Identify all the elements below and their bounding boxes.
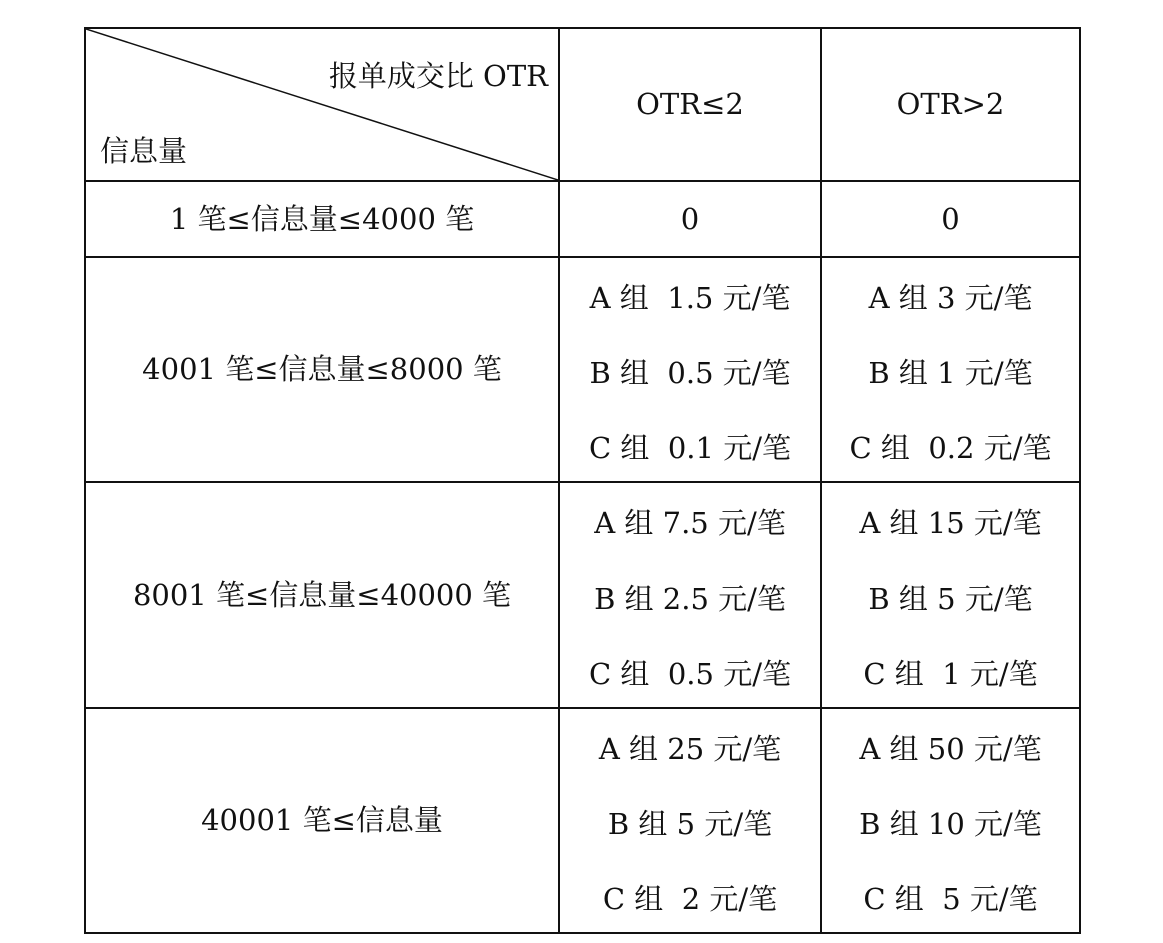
fee-cell-otr-le2 [559, 482, 821, 708]
fee-item-group-c: C 组 0.2 元/笔 [849, 431, 1052, 465]
table-row [85, 181, 1080, 257]
fee-cell-otr-le2: 0 [559, 181, 821, 257]
fee-item-group-c: C 组 2 元/笔 [602, 882, 778, 916]
header-otr-le2: OTR≤2 [559, 28, 821, 181]
header-otr-label: 报单成交比 OTR [328, 59, 548, 93]
volume-range-cell: 8001 笔≤信息量≤40000 笔 [85, 482, 559, 708]
fee-item-group-a: A 组 7.5 元/笔 [594, 506, 786, 540]
fee-item-group-a: A 组 1.5 元/笔 [589, 281, 791, 315]
fee-cell-otr-gt2 [821, 257, 1080, 482]
diagonal-header-cell [85, 28, 559, 181]
table-row [85, 482, 1080, 708]
fee-cell-otr-gt2 [821, 482, 1080, 708]
fee-item-group-c: C 组 5 元/笔 [863, 882, 1038, 916]
fee-item-group-b: B 组 1 元/笔 [868, 356, 1033, 390]
fee-item-group-a: A 组 15 元/笔 [859, 506, 1042, 540]
fee-item-group-c: C 组 0.5 元/笔 [589, 657, 791, 691]
fee-cell-otr-gt2 [821, 708, 1080, 933]
fee-item-group-a: A 组 3 元/笔 [868, 281, 1033, 315]
fee-table [84, 27, 1081, 934]
volume-range-cell: 4001 笔≤信息量≤8000 笔 [85, 257, 559, 482]
fee-item-group-b: B 组 10 元/笔 [859, 807, 1042, 841]
fee-item-group-c: C 组 1 元/笔 [863, 657, 1038, 691]
table-row [85, 708, 1080, 933]
volume-range-cell: 40001 笔≤信息量 [85, 708, 559, 933]
fee-item-group-b: B 组 0.5 元/笔 [589, 356, 791, 390]
fee-item-group-c: C 组 0.1 元/笔 [589, 431, 791, 465]
fee-item-group-b: B 组 5 元/笔 [868, 581, 1033, 616]
table-row [85, 257, 1080, 482]
fee-item-group-b: B 组 2.5 元/笔 [594, 581, 786, 616]
header-otr-gt2: OTR>2 [821, 28, 1080, 181]
fee-item-group-b: B 组 5 元/笔 [607, 807, 773, 841]
header-row [85, 28, 1080, 181]
header-volume-label: 信息量 [100, 134, 188, 168]
fee-cell-otr-le2 [559, 257, 821, 482]
fee-item-group-a: A 组 25 元/笔 [598, 732, 782, 766]
fee-item-group-a: A 组 50 元/笔 [859, 732, 1042, 766]
fee-cell-otr-le2 [559, 708, 821, 933]
fee-cell-otr-gt2: 0 [821, 181, 1080, 257]
volume-range-cell: 1 笔≤信息量≤4000 笔 [85, 181, 559, 257]
